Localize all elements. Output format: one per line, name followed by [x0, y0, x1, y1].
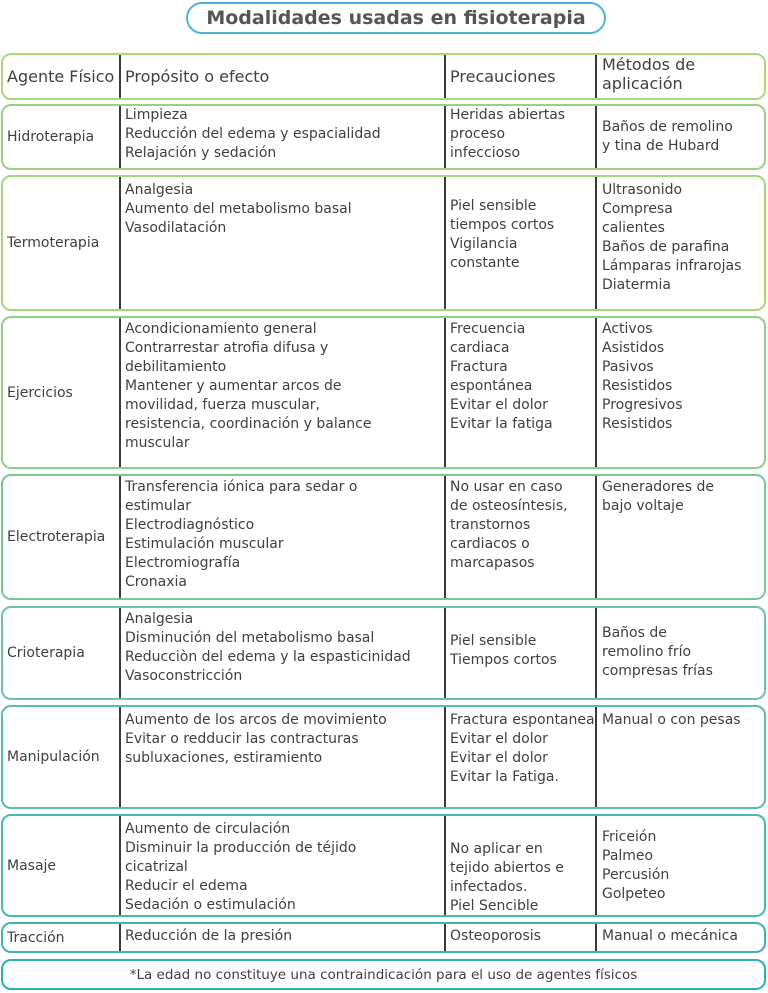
cell-line: Resistidos: [602, 416, 673, 432]
purpose-cell: [119, 707, 444, 807]
agent-label: Masaje: [7, 857, 57, 874]
table-row: [1, 814, 766, 917]
cell-line: Piel Sencible: [450, 898, 539, 914]
table-row: [1, 316, 766, 469]
cell-line: Aumento del metabolismo basal: [125, 201, 352, 217]
cell-line: Resistidos: [602, 378, 673, 394]
cell-line: Aumento de los arcos de movimiento: [125, 712, 387, 728]
table-row: [1, 922, 766, 953]
cell-line: aplicación: [602, 74, 683, 93]
cell-line: marcapasos: [450, 555, 535, 571]
cell-line: Vasoconstricción: [125, 668, 243, 684]
methods-cell: [595, 476, 764, 598]
cell-line: Evitar la fatiga: [450, 416, 553, 432]
purpose-cell: [119, 177, 444, 309]
cell-line: Fractura: [450, 359, 508, 375]
cell-line: subluxaciones, estiramiento: [125, 750, 323, 766]
cell-line: Aumento de circulación: [125, 821, 291, 837]
cell-line: cardiaca: [450, 340, 510, 356]
cell-line: Cronaxia: [125, 574, 187, 590]
methods-cell: [595, 816, 764, 915]
agent-cell: [3, 476, 119, 598]
cell-line: Estimulación muscular: [125, 536, 284, 552]
methods-cell: [595, 707, 764, 807]
cell-line: Baños de: [602, 625, 667, 641]
table-row: [1, 705, 766, 809]
cell-line: Transferencia iónica para sedar o: [125, 479, 358, 495]
purpose-cell: [119, 106, 444, 168]
table-row: [1, 175, 766, 311]
cell-line: Fractura espontanea: [450, 712, 595, 728]
precautions-cell: [444, 924, 595, 951]
cell-line: Activos: [602, 321, 653, 337]
cell-line: tiempos cortos: [450, 217, 555, 233]
cell-line: espontánea: [450, 378, 533, 394]
cell-line: Asistidos: [602, 340, 665, 356]
purpose-cell: [119, 318, 444, 467]
cell-line: proceso: [450, 126, 506, 142]
header-precautions-label: Precauciones: [450, 67, 556, 86]
cell-line: Pasivos: [602, 359, 654, 375]
methods-cell: [595, 318, 764, 467]
cell-line: Mantener y aumentar arcos de: [125, 378, 342, 394]
cell-line: muscular: [125, 435, 190, 451]
cell-line: movilidad, fuerza muscular,: [125, 397, 321, 413]
footnote: *La edad no constituye una contraindicación para el uso de agentes físicos: [1, 959, 766, 990]
cell-line: Reducción del edema y espacialidad: [125, 126, 381, 142]
cell-line: tejido abiertos e: [450, 860, 564, 876]
cell-line: Evitar el dolor: [450, 731, 548, 747]
cell-line: Disminución del metabolismo basal: [125, 630, 375, 646]
agent-cell: [3, 707, 119, 807]
cell-line: Golpeteo: [602, 886, 666, 902]
cell-line: resistencia, coordinación y balance: [125, 416, 372, 432]
cell-line: transtornos: [450, 517, 531, 533]
cell-line: y tina de Hubard: [602, 138, 720, 154]
cell-line: Métodos de: [602, 55, 696, 74]
precautions-cell: [444, 106, 595, 168]
precautions-cell: [444, 608, 595, 698]
cell-line: Vigilancia: [450, 236, 518, 252]
cell-line: Frecuencia: [450, 321, 526, 337]
table-row: [1, 104, 766, 170]
cell-line: estimular: [125, 498, 192, 514]
cell-line: Piel sensible: [450, 633, 537, 649]
cell-line: Tiempos cortos: [450, 652, 557, 668]
cell-line: Ultrasonido: [602, 182, 683, 198]
cell-line: Evitar o redducir las contracturas: [125, 731, 359, 747]
cell-line: cardiacos o: [450, 536, 530, 552]
cell-line: Generadores de: [602, 479, 715, 495]
cell-line: Electrodiagnóstico: [125, 517, 255, 533]
cell-line: Acondicionamiento general: [125, 321, 317, 337]
cell-line: Sedación o estimulación: [125, 897, 296, 913]
agent-cell: [3, 318, 119, 467]
header-agent: [3, 55, 119, 98]
cell-line: Percusión: [602, 867, 670, 883]
precautions-cell: [444, 177, 595, 309]
cell-line: bajo voltaje: [602, 498, 684, 514]
agent-label: Tracción: [7, 929, 65, 946]
cell-line: constante: [450, 255, 520, 271]
cell-line: Limpieza: [125, 107, 188, 123]
page-title: Modalidades usadas en fisioterapia: [186, 2, 606, 34]
cell-line: Baños de parafina: [602, 239, 730, 255]
cell-line: Reducción de la presión: [125, 928, 293, 944]
methods-cell: [595, 106, 764, 168]
cell-line: calientes: [602, 220, 665, 236]
cell-line: No usar en caso: [450, 479, 563, 495]
cell-line: Progresivos: [602, 397, 683, 413]
purpose-cell: [119, 816, 444, 915]
table-header-row: [1, 53, 766, 100]
table-row: [1, 474, 766, 600]
header-purpose: [119, 55, 444, 98]
cell-line: Friceión: [602, 829, 657, 845]
cell-line: Manual o con pesas: [602, 712, 741, 728]
agent-cell: [3, 608, 119, 698]
table-row: [1, 606, 766, 700]
agent-label: Hidroterapia: [7, 129, 95, 145]
cell-line: Lámparas infrarojas: [602, 258, 742, 274]
agent-cell: [3, 816, 119, 915]
cell-line: Analgesia: [125, 611, 194, 627]
cell-line: infeccioso: [450, 145, 521, 161]
cell-line: Baños de remolino: [602, 119, 733, 135]
purpose-cell: [119, 476, 444, 598]
cell-line: cicatrizal: [125, 859, 188, 875]
agent-label: Termoterapia: [7, 235, 100, 251]
agent-cell: [3, 106, 119, 168]
cell-line: Reducciòn del edema y la espasticinidad: [125, 649, 411, 665]
cell-line: Contrarrestar atrofia difusa y: [125, 340, 329, 356]
header-purpose-label: Propósito o efecto: [125, 67, 270, 86]
header-agent-label: Agente Físico: [7, 67, 115, 86]
agent-label: Manipulación: [7, 749, 100, 765]
methods-cell: [595, 177, 764, 309]
cell-line: Evitar el dolor: [450, 750, 548, 766]
agent-cell: [3, 924, 119, 951]
methods-cell: [595, 924, 764, 951]
agent-label: Ejercicios: [7, 384, 73, 401]
cell-line: Evitar el dolor: [450, 397, 548, 413]
header-methods: [595, 55, 764, 98]
precautions-cell: [444, 318, 595, 467]
agent-cell: [3, 177, 119, 309]
precautions-cell: [444, 707, 595, 807]
cell-line: de osteosíntesis,: [450, 498, 568, 514]
cell-line: infectados.: [450, 879, 528, 895]
cell-line: No aplicar en: [450, 841, 543, 857]
cell-line: compresas frías: [602, 663, 713, 679]
cell-line: Palmeo: [602, 848, 654, 864]
cell-line: Manual o mecánica: [602, 928, 738, 944]
cell-line: Osteoporosis: [450, 928, 541, 944]
cell-line: Reducir el edema: [125, 878, 248, 894]
precautions-cell: [444, 476, 595, 598]
precautions-cell: [444, 816, 595, 915]
cell-line: Relajación y sedación: [125, 145, 277, 161]
cell-line: Heridas abiertas: [450, 107, 566, 123]
header-precautions: [444, 55, 595, 98]
cell-line: Disminuir la producción de téjido: [125, 840, 357, 856]
methods-cell: [595, 608, 764, 698]
cell-line: Compresa: [602, 201, 673, 217]
cell-line: Evitar la Fatiga.: [450, 769, 559, 785]
cell-line: remolino frío: [602, 644, 692, 660]
cell-line: Diatermia: [602, 277, 671, 293]
agent-label: Electroterapia: [7, 529, 106, 545]
cell-line: Vasodilatación: [125, 220, 227, 236]
cell-line: Analgesia: [125, 182, 194, 198]
cell-line: Electromiografía: [125, 555, 241, 571]
cell-line: Piel sensible: [450, 198, 537, 214]
agent-label: Crioterapia: [7, 645, 85, 661]
purpose-cell: [119, 608, 444, 698]
cell-line: debilitamiento: [125, 359, 227, 375]
purpose-cell: [119, 924, 444, 951]
